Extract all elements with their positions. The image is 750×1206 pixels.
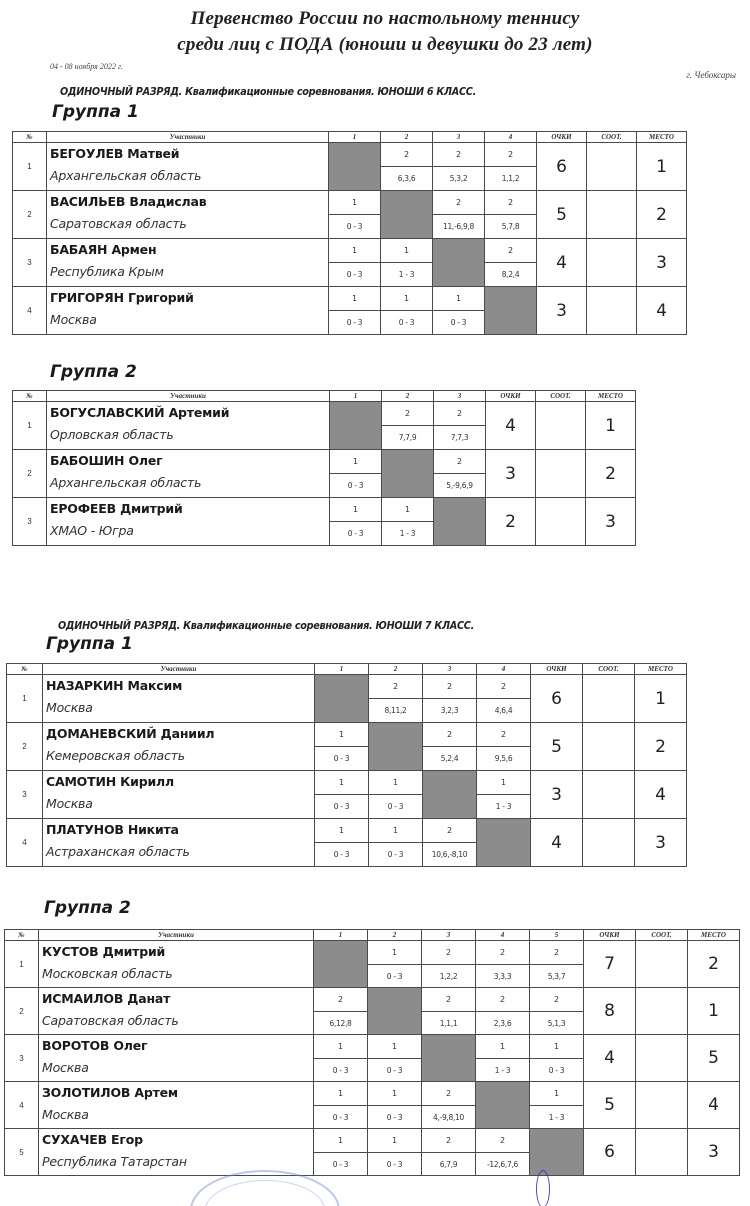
row-number: 3 bbox=[7, 771, 43, 819]
round-robin-table bbox=[4, 929, 740, 1176]
participant-name: ВОРОТОВ Олег bbox=[42, 1038, 148, 1053]
header-opponent-4: 4 bbox=[476, 930, 530, 941]
table-row bbox=[13, 239, 687, 263]
participant-name: ГРИГОРЯН Григорий bbox=[50, 290, 194, 305]
match-points: 2 bbox=[476, 988, 530, 1012]
match-set-scores: 3,2,3 bbox=[423, 699, 477, 723]
total-points: 3 bbox=[486, 450, 536, 498]
match-points: 1 bbox=[315, 819, 369, 843]
table-row bbox=[5, 1082, 740, 1106]
row-number: 2 bbox=[5, 988, 39, 1035]
match-set-scores: 4,-9,8,10 bbox=[422, 1106, 476, 1129]
document-title-line2: среди лиц с ПОДА (юноши и девушки до 23 лет) bbox=[177, 34, 593, 55]
final-place: 4 bbox=[637, 287, 687, 335]
row-number: 1 bbox=[13, 402, 47, 450]
event-city: г. Чебоксары bbox=[686, 70, 736, 80]
match-points: 2 bbox=[477, 675, 531, 699]
header-points: ОЧКИ bbox=[486, 391, 536, 402]
total-points: 8 bbox=[584, 988, 636, 1035]
self-match-cell bbox=[423, 771, 477, 819]
row-number: 5 bbox=[5, 1129, 39, 1176]
row-number: 3 bbox=[5, 1035, 39, 1082]
match-set-scores: 0 - 3 bbox=[314, 1106, 368, 1129]
final-place: 1 bbox=[635, 675, 687, 723]
match-set-scores: 0 - 3 bbox=[329, 215, 381, 239]
self-match-cell bbox=[329, 143, 381, 191]
participant-name: БОГУСЛАВСКИЙ Артемий bbox=[50, 405, 230, 420]
ratio-cell bbox=[636, 1129, 688, 1176]
header-opponent-2: 2 bbox=[368, 930, 422, 941]
header-opponent-1: 1 bbox=[315, 664, 369, 675]
match-set-scores: 1 - 3 bbox=[477, 795, 531, 819]
match-points: 2 bbox=[476, 941, 530, 965]
participant-name: ЕРОФЕЕВ Дмитрий bbox=[50, 501, 183, 516]
participant-cell bbox=[43, 723, 315, 771]
self-match-cell bbox=[530, 1129, 584, 1176]
participant-cell bbox=[39, 1129, 314, 1176]
table-row bbox=[13, 402, 636, 426]
match-points: 2 bbox=[423, 819, 477, 843]
self-match-cell bbox=[476, 1082, 530, 1129]
header-participants: Участники bbox=[43, 664, 315, 675]
match-set-scores: 0 - 3 bbox=[369, 795, 423, 819]
table-row bbox=[5, 1035, 740, 1059]
group-title-class7-group2: Группа 2 bbox=[44, 898, 131, 918]
match-set-scores: 5,1,3 bbox=[530, 1012, 584, 1035]
self-match-cell bbox=[315, 675, 369, 723]
total-points: 6 bbox=[537, 143, 587, 191]
participant-cell bbox=[47, 191, 329, 239]
match-points: 2 bbox=[477, 723, 531, 747]
match-set-scores: 4,6,4 bbox=[477, 699, 531, 723]
participant-region: ХМАО - Югра bbox=[50, 523, 134, 538]
ratio-cell bbox=[536, 450, 586, 498]
match-points: 1 bbox=[315, 723, 369, 747]
participant-region: Москва bbox=[46, 796, 93, 811]
total-points: 5 bbox=[584, 1082, 636, 1129]
ratio-cell bbox=[583, 819, 635, 867]
match-set-scores: 1 - 3 bbox=[382, 522, 434, 546]
total-points: 3 bbox=[537, 287, 587, 335]
final-place: 2 bbox=[688, 941, 740, 988]
ratio-cell bbox=[536, 402, 586, 450]
participant-name: НАЗАРКИН Максим bbox=[46, 678, 183, 693]
final-place: 2 bbox=[637, 191, 687, 239]
match-points: 1 bbox=[330, 498, 382, 522]
header-opponent-4: 4 bbox=[485, 132, 537, 143]
participant-region: Кемеровская область bbox=[46, 748, 185, 763]
match-points: 2 bbox=[423, 675, 477, 699]
match-points: 1 bbox=[368, 1035, 422, 1059]
match-points: 2 bbox=[434, 450, 486, 474]
match-set-scores: -12,6,7,6 bbox=[476, 1153, 530, 1176]
match-points: 1 bbox=[369, 771, 423, 795]
participant-cell bbox=[43, 819, 315, 867]
match-points: 2 bbox=[434, 402, 486, 426]
participant-name: БАБОШИН Олег bbox=[50, 453, 163, 468]
participant-cell bbox=[43, 771, 315, 819]
table-row bbox=[5, 1129, 740, 1153]
total-points: 4 bbox=[531, 819, 583, 867]
participant-cell bbox=[43, 675, 315, 723]
ratio-cell bbox=[583, 771, 635, 819]
table-row bbox=[7, 771, 687, 795]
table-row bbox=[5, 941, 740, 965]
match-set-scores: 0 - 3 bbox=[315, 843, 369, 867]
total-points: 7 bbox=[584, 941, 636, 988]
table-row bbox=[7, 723, 687, 747]
table-header-row bbox=[7, 664, 687, 675]
match-points: 2 bbox=[485, 239, 537, 263]
table-row bbox=[5, 988, 740, 1012]
match-points: 1 bbox=[476, 1035, 530, 1059]
participant-region: Архангельская область bbox=[50, 168, 202, 183]
self-match-cell bbox=[434, 498, 486, 546]
row-number: 4 bbox=[7, 819, 43, 867]
header-ratio: СООТ. bbox=[583, 664, 635, 675]
total-points: 4 bbox=[486, 402, 536, 450]
participant-name: ВАСИЛЬЕВ Владислав bbox=[50, 194, 207, 209]
match-set-scores: 0 - 3 bbox=[368, 1153, 422, 1176]
match-points: 2 bbox=[530, 988, 584, 1012]
header-opponent-1: 1 bbox=[314, 930, 368, 941]
match-set-scores: 9,5,6 bbox=[477, 747, 531, 771]
header-ratio: СООТ. bbox=[587, 132, 637, 143]
match-points: 1 bbox=[369, 819, 423, 843]
final-place: 1 bbox=[637, 143, 687, 191]
event-dates: 04 - 08 ноября 2022 г. bbox=[50, 62, 123, 71]
total-points: 6 bbox=[584, 1129, 636, 1176]
header-participants: Участники bbox=[47, 132, 329, 143]
header-opponent-2: 2 bbox=[369, 664, 423, 675]
match-points: 1 bbox=[368, 1082, 422, 1106]
table-header-row bbox=[13, 391, 636, 402]
match-points: 1 bbox=[329, 191, 381, 215]
match-set-scores: 0 - 3 bbox=[368, 1106, 422, 1129]
match-points: 1 bbox=[329, 239, 381, 263]
final-place: 4 bbox=[635, 771, 687, 819]
participant-region: Саратовская область bbox=[50, 216, 187, 231]
total-points: 6 bbox=[531, 675, 583, 723]
table-row bbox=[13, 191, 687, 215]
match-set-scores: 7,7,9 bbox=[382, 426, 434, 450]
match-set-scores: 6,3,6 bbox=[381, 167, 433, 191]
row-number: 1 bbox=[7, 675, 43, 723]
match-set-scores: 5,-9,6,9 bbox=[434, 474, 486, 498]
match-points: 1 bbox=[314, 1035, 368, 1059]
match-points: 1 bbox=[382, 498, 434, 522]
table-row bbox=[13, 287, 687, 311]
table-row bbox=[13, 143, 687, 167]
round-robin-table bbox=[12, 131, 687, 335]
match-points: 2 bbox=[485, 191, 537, 215]
participant-region: Астраханская область bbox=[46, 844, 190, 859]
header-num: № bbox=[13, 391, 47, 402]
total-points: 4 bbox=[537, 239, 587, 287]
final-place: 3 bbox=[637, 239, 687, 287]
final-place: 3 bbox=[635, 819, 687, 867]
match-points: 1 bbox=[530, 1082, 584, 1106]
header-num: № bbox=[7, 664, 43, 675]
ratio-cell bbox=[583, 675, 635, 723]
header-points: ОЧКИ bbox=[537, 132, 587, 143]
match-set-scores: 10,6,-8,10 bbox=[423, 843, 477, 867]
participant-name: ЗОЛОТИЛОВ Артем bbox=[42, 1085, 178, 1100]
match-set-scores: 1 - 3 bbox=[381, 263, 433, 287]
table-row bbox=[7, 819, 687, 843]
section-title-class6: ОДИНОЧНЫЙ РАЗРЯД. Квалификационные соревнования. ЮНОШИ 6 КЛАСС. bbox=[60, 86, 477, 98]
match-points: 1 bbox=[530, 1035, 584, 1059]
ratio-cell bbox=[587, 287, 637, 335]
participant-region: Московская область bbox=[42, 966, 173, 981]
participant-region: Москва bbox=[50, 312, 97, 327]
row-number: 1 bbox=[13, 143, 47, 191]
match-set-scores: 2,3,6 bbox=[476, 1012, 530, 1035]
participant-region: Москва bbox=[42, 1107, 89, 1122]
final-place: 1 bbox=[688, 988, 740, 1035]
match-set-scores: 0 - 3 bbox=[369, 843, 423, 867]
match-set-scores: 0 - 3 bbox=[315, 795, 369, 819]
participant-name: СУХАЧЕВ Егор bbox=[42, 1132, 143, 1147]
match-set-scores: 0 - 3 bbox=[329, 311, 381, 335]
final-place: 4 bbox=[688, 1082, 740, 1129]
match-points: 2 bbox=[530, 941, 584, 965]
header-opponent-3: 3 bbox=[422, 930, 476, 941]
match-points: 1 bbox=[315, 771, 369, 795]
match-set-scores: 0 - 3 bbox=[315, 747, 369, 771]
match-points: 2 bbox=[423, 723, 477, 747]
ratio-cell bbox=[636, 1082, 688, 1129]
header-place: МЕСТО bbox=[637, 132, 687, 143]
ratio-cell bbox=[587, 191, 637, 239]
total-points: 5 bbox=[531, 723, 583, 771]
match-points: 2 bbox=[422, 988, 476, 1012]
self-match-cell bbox=[368, 988, 422, 1035]
match-points: 2 bbox=[369, 675, 423, 699]
match-set-scores: 5,2,4 bbox=[423, 747, 477, 771]
ratio-cell bbox=[587, 143, 637, 191]
match-set-scores: 0 - 3 bbox=[314, 1153, 368, 1176]
match-set-scores: 5,7,8 bbox=[485, 215, 537, 239]
header-participants: Участники bbox=[47, 391, 330, 402]
ratio-cell bbox=[636, 1035, 688, 1082]
self-match-cell bbox=[433, 239, 485, 287]
header-opponent-2: 2 bbox=[381, 132, 433, 143]
match-points: 1 bbox=[433, 287, 485, 311]
participant-region: Архангельская область bbox=[50, 475, 202, 490]
total-points: 5 bbox=[537, 191, 587, 239]
match-points: 2 bbox=[381, 143, 433, 167]
participant-region: Республика Крым bbox=[50, 264, 164, 279]
final-place: 3 bbox=[586, 498, 636, 546]
match-points: 2 bbox=[433, 191, 485, 215]
match-set-scores: 0 - 3 bbox=[381, 311, 433, 335]
match-set-scores: 0 - 3 bbox=[329, 263, 381, 287]
participant-cell bbox=[47, 143, 329, 191]
header-ratio: СООТ. bbox=[536, 391, 586, 402]
match-set-scores: 0 - 3 bbox=[368, 965, 422, 988]
group-title-class6-group1: Группа 1 bbox=[52, 102, 139, 122]
self-match-cell bbox=[381, 191, 433, 239]
participant-cell bbox=[47, 450, 330, 498]
ratio-cell bbox=[587, 239, 637, 287]
self-match-cell bbox=[477, 819, 531, 867]
participant-cell bbox=[39, 1035, 314, 1082]
match-set-scores: 1,2,2 bbox=[422, 965, 476, 988]
match-points: 2 bbox=[485, 143, 537, 167]
table-row bbox=[13, 450, 636, 474]
participant-name: КУСТОВ Дмитрий bbox=[42, 944, 166, 959]
participant-cell bbox=[39, 1082, 314, 1129]
participant-cell bbox=[47, 287, 329, 335]
header-place: МЕСТО bbox=[635, 664, 687, 675]
match-set-scores: 0 - 3 bbox=[433, 311, 485, 335]
self-match-cell bbox=[485, 287, 537, 335]
total-points: 2 bbox=[486, 498, 536, 546]
match-set-scores: 3,3,3 bbox=[476, 965, 530, 988]
match-set-scores: 0 - 3 bbox=[330, 522, 382, 546]
final-place: 2 bbox=[586, 450, 636, 498]
match-set-scores: 5,3,7 bbox=[530, 965, 584, 988]
group-title-class6-group2: Группа 2 bbox=[50, 362, 137, 382]
final-place: 5 bbox=[688, 1035, 740, 1082]
self-match-cell bbox=[369, 723, 423, 771]
match-set-scores: 7,7,3 bbox=[434, 426, 486, 450]
row-number: 3 bbox=[13, 498, 47, 546]
participant-region: Республика Татарстан bbox=[42, 1154, 187, 1169]
participant-cell bbox=[47, 402, 330, 450]
match-set-scores: 8,11,2 bbox=[369, 699, 423, 723]
participant-name: БАБАЯН Армен bbox=[50, 242, 157, 257]
participant-region: Орловская область bbox=[50, 427, 174, 442]
participant-name: ПЛАТУНОВ Никита bbox=[46, 822, 179, 837]
match-points: 2 bbox=[382, 402, 434, 426]
match-points: 1 bbox=[368, 941, 422, 965]
match-set-scores: 8,2,4 bbox=[485, 263, 537, 287]
match-points: 1 bbox=[477, 771, 531, 795]
match-points: 2 bbox=[476, 1129, 530, 1153]
participant-name: САМОТИН Кирилл bbox=[46, 774, 174, 789]
match-points: 1 bbox=[381, 239, 433, 263]
header-opponent-3: 3 bbox=[433, 132, 485, 143]
match-points: 1 bbox=[329, 287, 381, 311]
match-points: 2 bbox=[422, 1129, 476, 1153]
match-points: 2 bbox=[314, 988, 368, 1012]
match-points: 2 bbox=[433, 143, 485, 167]
header-num: № bbox=[5, 930, 39, 941]
participant-cell bbox=[39, 988, 314, 1035]
group-title-class7-group1: Группа 1 bbox=[46, 634, 133, 654]
match-points: 1 bbox=[368, 1129, 422, 1153]
header-ratio: СООТ. bbox=[636, 930, 688, 941]
round-robin-table bbox=[12, 390, 636, 546]
row-number: 4 bbox=[5, 1082, 39, 1129]
table-header-row bbox=[5, 930, 740, 941]
participant-cell bbox=[39, 941, 314, 988]
match-points: 2 bbox=[422, 1082, 476, 1106]
participant-cell bbox=[47, 239, 329, 287]
row-number: 2 bbox=[13, 450, 47, 498]
table-row bbox=[13, 498, 636, 522]
row-number: 2 bbox=[13, 191, 47, 239]
header-num: № bbox=[13, 132, 47, 143]
round-robin-table bbox=[6, 663, 687, 867]
self-match-cell bbox=[314, 941, 368, 988]
match-points: 1 bbox=[381, 287, 433, 311]
header-opponent-3: 3 bbox=[434, 391, 486, 402]
header-opponent-5: 5 bbox=[530, 930, 584, 941]
final-place: 3 bbox=[688, 1129, 740, 1176]
match-set-scores: 0 - 3 bbox=[530, 1059, 584, 1082]
total-points: 4 bbox=[584, 1035, 636, 1082]
ratio-cell bbox=[583, 723, 635, 771]
match-set-scores: 11,-6,9,8 bbox=[433, 215, 485, 239]
match-points: 2 bbox=[422, 941, 476, 965]
match-set-scores: 0 - 3 bbox=[368, 1059, 422, 1082]
section-title-class7: ОДИНОЧНЫЙ РАЗРЯД. Квалификационные соревнования. ЮНОШИ 7 КЛАСС. bbox=[58, 620, 475, 632]
table-row bbox=[7, 675, 687, 699]
ratio-cell bbox=[636, 988, 688, 1035]
match-set-scores: 0 - 3 bbox=[314, 1059, 368, 1082]
row-number: 2 bbox=[7, 723, 43, 771]
participant-cell bbox=[47, 498, 330, 546]
self-match-cell bbox=[382, 450, 434, 498]
participant-name: ИСМАИЛОВ Данат bbox=[42, 991, 171, 1006]
match-set-scores: 1,1,2 bbox=[485, 167, 537, 191]
participant-region: Москва bbox=[42, 1060, 89, 1075]
header-opponent-4: 4 bbox=[477, 664, 531, 675]
row-number: 1 bbox=[5, 941, 39, 988]
header-opponent-2: 2 bbox=[382, 391, 434, 402]
document-title-line1: Первенство России по настольному теннису bbox=[190, 8, 580, 29]
self-match-cell bbox=[330, 402, 382, 450]
participant-region: Саратовская область bbox=[42, 1013, 179, 1028]
match-points: 1 bbox=[314, 1082, 368, 1106]
table-header-row bbox=[13, 132, 687, 143]
ratio-cell bbox=[636, 941, 688, 988]
row-number: 3 bbox=[13, 239, 47, 287]
header-participants: Участники bbox=[39, 930, 314, 941]
header-place: МЕСТО bbox=[688, 930, 740, 941]
match-set-scores: 5,3,2 bbox=[433, 167, 485, 191]
match-points: 1 bbox=[314, 1129, 368, 1153]
header-points: ОЧКИ bbox=[584, 930, 636, 941]
match-set-scores: 6,7,9 bbox=[422, 1153, 476, 1176]
final-place: 2 bbox=[635, 723, 687, 771]
match-points: 1 bbox=[330, 450, 382, 474]
total-points: 3 bbox=[531, 771, 583, 819]
participant-name: ДОМАНЕВСКИЙ Даниил bbox=[46, 726, 215, 741]
final-place: 1 bbox=[586, 402, 636, 450]
match-set-scores: 1,1,1 bbox=[422, 1012, 476, 1035]
participant-name: БЕГОУЛЕВ Матвей bbox=[50, 146, 180, 161]
row-number: 4 bbox=[13, 287, 47, 335]
header-opponent-1: 1 bbox=[330, 391, 382, 402]
match-set-scores: 0 - 3 bbox=[330, 474, 382, 498]
match-set-scores: 6,12,8 bbox=[314, 1012, 368, 1035]
participant-region: Москва bbox=[46, 700, 93, 715]
header-opponent-3: 3 bbox=[423, 664, 477, 675]
header-place: МЕСТО bbox=[586, 391, 636, 402]
self-match-cell bbox=[422, 1035, 476, 1082]
match-set-scores: 1 - 3 bbox=[530, 1106, 584, 1129]
header-opponent-1: 1 bbox=[329, 132, 381, 143]
ratio-cell bbox=[536, 498, 586, 546]
header-points: ОЧКИ bbox=[531, 664, 583, 675]
handwritten-mark bbox=[536, 1170, 550, 1206]
match-set-scores: 1 - 3 bbox=[476, 1059, 530, 1082]
